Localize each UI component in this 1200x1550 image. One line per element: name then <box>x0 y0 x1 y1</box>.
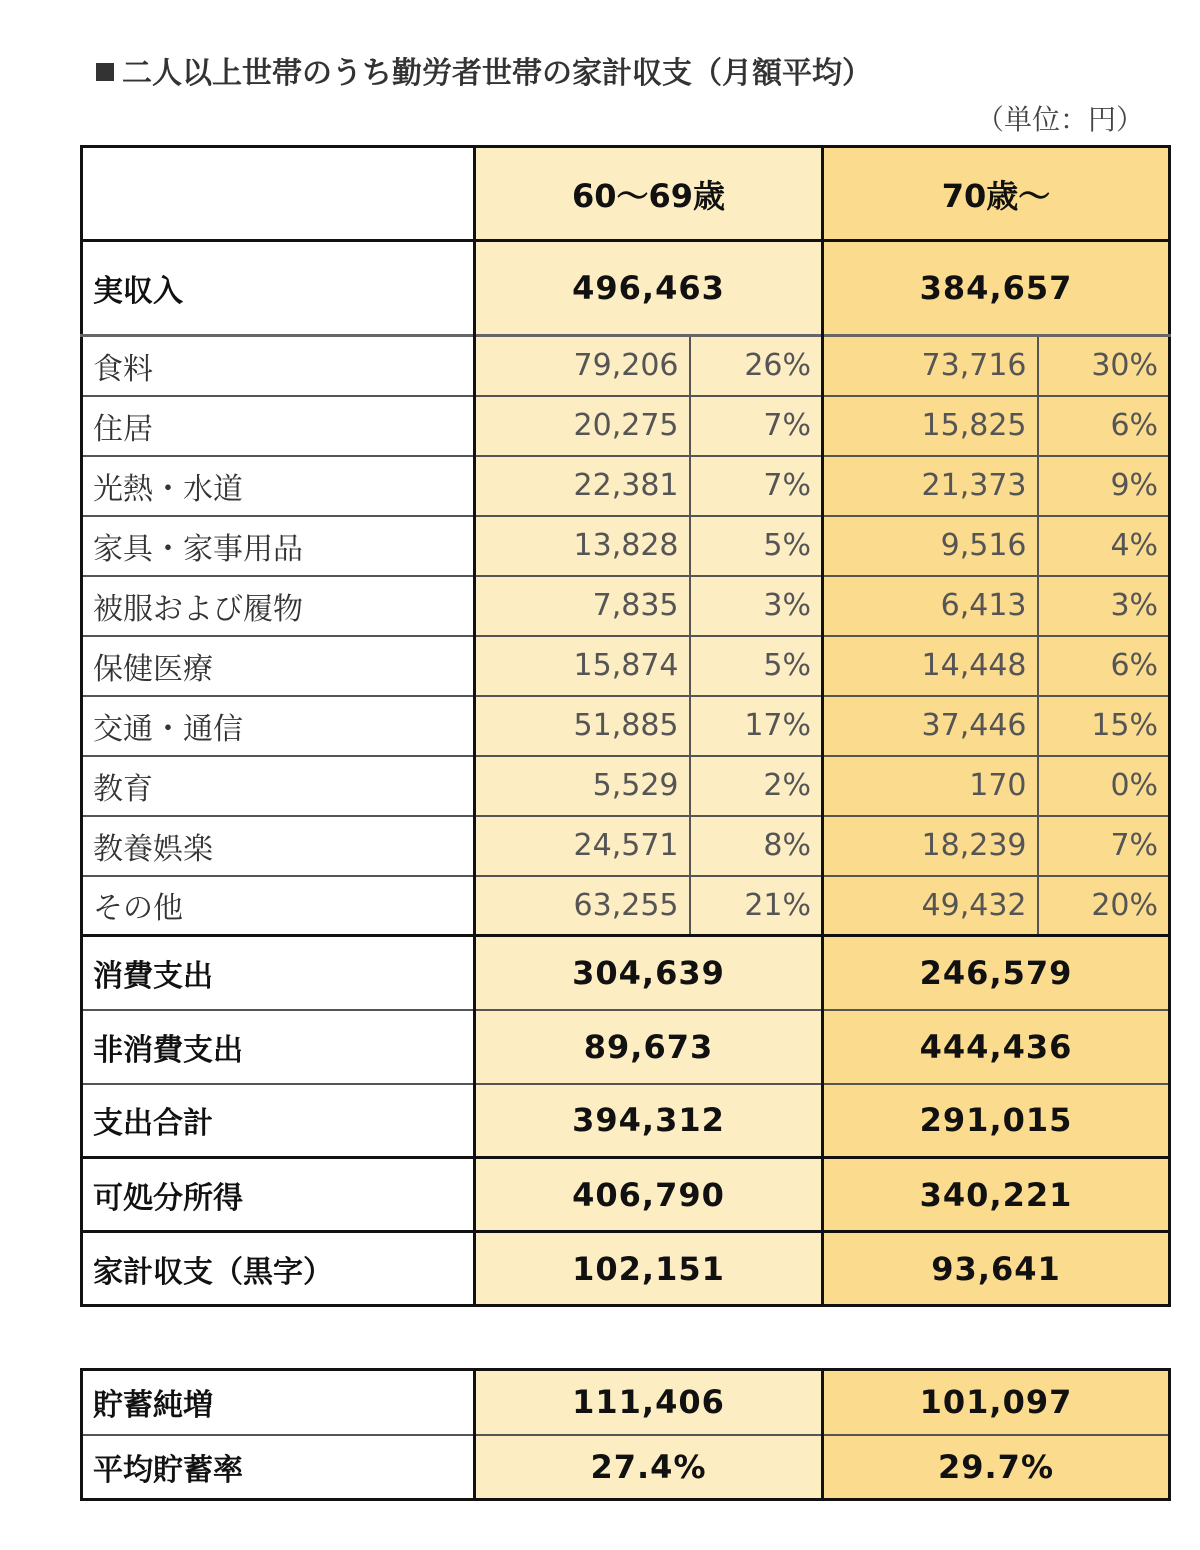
summary-row <box>82 1010 1170 1084</box>
percent-70: 20% <box>1038 876 1170 936</box>
row-label: 被服および履物 <box>82 576 475 636</box>
table-row <box>82 336 1170 396</box>
page-title <box>96 52 872 96</box>
value-60: 102,151 <box>475 1232 823 1306</box>
summary-row <box>82 1158 1170 1232</box>
percent-60: 5% <box>690 516 823 576</box>
percent-60: 26% <box>690 336 823 396</box>
value-60: 51,885 <box>475 696 690 756</box>
summary-row <box>82 1084 1170 1158</box>
percent-70: 3% <box>1038 576 1170 636</box>
percent-70: 15% <box>1038 696 1170 756</box>
value-70: 21,373 <box>823 456 1038 516</box>
row-label: 支出合計 <box>82 1084 475 1158</box>
value-70: 37,446 <box>823 696 1038 756</box>
row-label: その他 <box>82 876 475 936</box>
value-70: 18,239 <box>823 816 1038 876</box>
value-60: 5,529 <box>475 756 690 816</box>
value-70: 384,657 <box>823 241 1170 336</box>
value-70: 291,015 <box>823 1084 1170 1158</box>
value-70: 6,413 <box>823 576 1038 636</box>
row-label: 実収入 <box>82 241 475 336</box>
table-row <box>82 876 1170 936</box>
value-70: 101,097 <box>823 1370 1170 1435</box>
percent-60: 3% <box>690 576 823 636</box>
percent-60: 7% <box>690 396 823 456</box>
percent-70: 7% <box>1038 816 1170 876</box>
row-label: 光熱・水道 <box>82 456 475 516</box>
row-label: 貯蓄純増 <box>82 1370 475 1435</box>
percent-60: 17% <box>690 696 823 756</box>
savings-row <box>82 1370 1170 1435</box>
row-label: 食料 <box>82 336 475 396</box>
household-budget-table <box>80 145 1171 1307</box>
row-label: 住居 <box>82 396 475 456</box>
title-text: 二人以上世帯のうち勤労者世帯の家計収支（月額平均） <box>122 56 872 91</box>
value-60: 79,206 <box>475 336 690 396</box>
percent-60: 21% <box>690 876 823 936</box>
table-row <box>82 456 1170 516</box>
summary-row <box>82 1232 1170 1306</box>
value-70: 93,641 <box>823 1232 1170 1306</box>
value-70: 444,436 <box>823 1010 1170 1084</box>
row-label: 可処分所得 <box>82 1158 475 1232</box>
table-row <box>82 576 1170 636</box>
row-label: 非消費支出 <box>82 1010 475 1084</box>
value-70: 246,579 <box>823 936 1170 1010</box>
value-60: 63,255 <box>475 876 690 936</box>
row-label: 家具・家事用品 <box>82 516 475 576</box>
row-label: 平均貯蓄率 <box>82 1435 475 1500</box>
value-60: 13,828 <box>475 516 690 576</box>
value-70: 49,432 <box>823 876 1038 936</box>
percent-60: 7% <box>690 456 823 516</box>
square-bullet-icon <box>96 63 114 81</box>
corner-cell <box>82 147 475 241</box>
value-60: 24,571 <box>475 816 690 876</box>
value-60: 22,381 <box>475 456 690 516</box>
percent-60: 8% <box>690 816 823 876</box>
table-row <box>82 636 1170 696</box>
table-row <box>82 516 1170 576</box>
value-70: 15,825 <box>823 396 1038 456</box>
percent-70: 0% <box>1038 756 1170 816</box>
percent-60: 2% <box>690 756 823 816</box>
table-row <box>82 816 1170 876</box>
header-70-plus: 70歳～ <box>823 147 1170 241</box>
value-70: 73,716 <box>823 336 1038 396</box>
percent-60: 5% <box>690 636 823 696</box>
value-60: 27.4% <box>475 1435 823 1500</box>
income-row <box>82 241 1170 336</box>
header-60-69: 60～69歳 <box>475 147 823 241</box>
table-row <box>82 696 1170 756</box>
value-60: 15,874 <box>475 636 690 696</box>
value-70: 29.7% <box>823 1435 1170 1500</box>
savings-row <box>82 1435 1170 1500</box>
row-label: 保健医療 <box>82 636 475 696</box>
row-label: 家計収支（黒字） <box>82 1232 475 1306</box>
value-60: 394,312 <box>475 1084 823 1158</box>
value-60: 496,463 <box>475 241 823 336</box>
row-label: 教養娯楽 <box>82 816 475 876</box>
savings-table <box>80 1368 1171 1501</box>
table-row <box>82 396 1170 456</box>
value-70: 14,448 <box>823 636 1038 696</box>
percent-70: 6% <box>1038 636 1170 696</box>
percent-70: 30% <box>1038 336 1170 396</box>
value-70: 170 <box>823 756 1038 816</box>
value-60: 406,790 <box>475 1158 823 1232</box>
value-60: 89,673 <box>475 1010 823 1084</box>
header-row <box>82 147 1170 241</box>
value-70: 9,516 <box>823 516 1038 576</box>
value-60: 7,835 <box>475 576 690 636</box>
table-row <box>82 756 1170 816</box>
summary-row <box>82 936 1170 1010</box>
percent-70: 6% <box>1038 396 1170 456</box>
percent-70: 9% <box>1038 456 1170 516</box>
value-70: 340,221 <box>823 1158 1170 1232</box>
value-60: 111,406 <box>475 1370 823 1435</box>
row-label: 消費支出 <box>82 936 475 1010</box>
value-60: 304,639 <box>475 936 823 1010</box>
unit-label: （単位：円） <box>975 103 1144 136</box>
row-label: 教育 <box>82 756 475 816</box>
row-label: 交通・通信 <box>82 696 475 756</box>
percent-70: 4% <box>1038 516 1170 576</box>
value-60: 20,275 <box>475 396 690 456</box>
